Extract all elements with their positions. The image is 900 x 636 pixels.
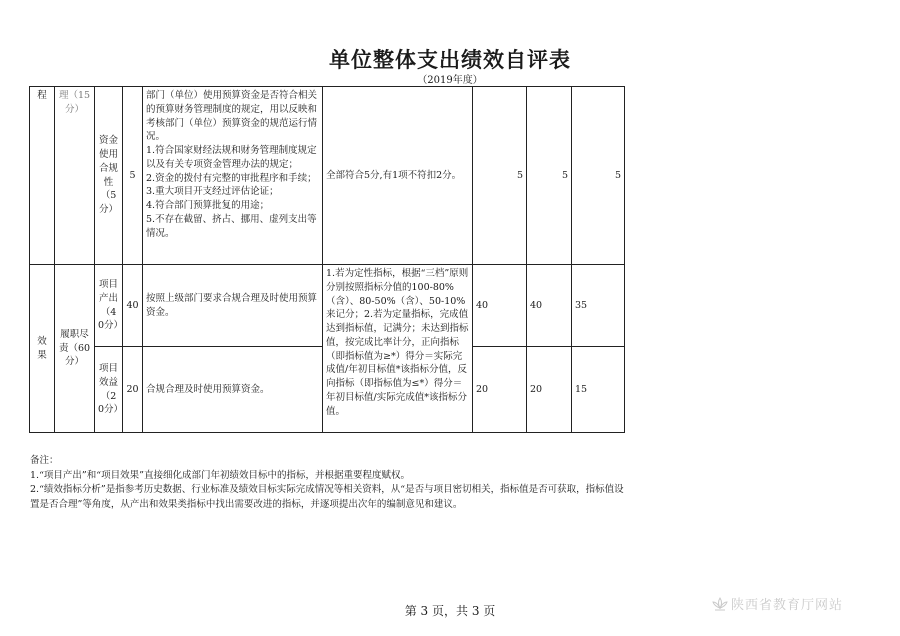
note-item: 2.“绩效指标分析”是指参考历史数据、行业标准及绩效目标实际完成情况等相关资料，从“是否与项目密切相关，指标值是否可获取，指标值设置是否合理”等角度，从产出和效果类指标中找出需要改进的指标，并逐项提出次年的编制意见和建议。 <box>30 484 624 511</box>
year-subtitle: （2019年度） <box>417 75 483 86</box>
notes-heading: 备注： <box>30 455 59 466</box>
table-row <box>30 87 625 265</box>
duty-cell: 履职尽责（60分） <box>55 265 95 433</box>
actual-cell: 40 <box>527 265 572 347</box>
content-item: 2.资金的拨付有完整的审批程序和手续； <box>146 172 317 184</box>
indicator-cell: 项目效益（20分） <box>95 347 123 433</box>
content-intro: 部门（单位）使用预算资金是否符合相关的预算财务管理制度的规定，用以反映和考核部门（单位）预算资金的规范运行情况。 <box>146 90 318 143</box>
watermark-text: 陕西省教育厅网站 <box>731 598 844 613</box>
content-item: 3.重大项目开支经过评估论证； <box>146 186 279 198</box>
weight-cell: 5 <box>123 87 143 265</box>
notes-section <box>30 454 630 513</box>
content-item: 5.不存在截留、挤占、挪用、虚列支出等情况。 <box>146 213 317 239</box>
lotus-icon <box>712 596 728 612</box>
evaluation-table <box>29 86 625 433</box>
standard-cell: 全部符合5分,有1项不符扣2分。 <box>323 87 473 265</box>
weight-cell: 40 <box>123 265 143 347</box>
target-cell: 40 <box>473 265 527 347</box>
content-cell <box>143 87 323 265</box>
indicator-cell: 资金使用合规性（5分） <box>95 87 123 265</box>
actual-cell: 5 <box>527 87 572 265</box>
score-cell: 35 <box>572 265 625 347</box>
score-cell: 15 <box>572 347 625 433</box>
table-row <box>30 265 625 347</box>
category-effect-cell: 效果 <box>30 265 55 433</box>
weight-cell: 20 <box>123 347 143 433</box>
note-item: 1.“项目产出”和“项目效果”直接细化成部门年初绩效目标中的指标，并根据重要程度赋权。 <box>30 469 410 481</box>
indicator-cell: 项目产出（40分） <box>95 265 123 347</box>
content-cell: 按照上级部门要求合规合理及时使用预算资金。 <box>143 265 323 347</box>
subcategory-process-cell: 理（15分） <box>55 87 95 265</box>
watermark <box>712 594 843 613</box>
page-number: 第 3 页，共 3 页 <box>404 604 496 618</box>
content-cell: 合规合理及时使用预算资金。 <box>143 347 323 433</box>
content-item: 4.符合部门预算批复的用途； <box>146 200 270 212</box>
content-item: 1.符合国家财经法规和财务管理制度规定以及有关专项资金管理办法的规定； <box>146 145 317 170</box>
score-cell: 5 <box>572 87 625 265</box>
target-cell: 20 <box>473 347 527 433</box>
category-process-cell: 程 <box>30 87 55 265</box>
actual-cell: 20 <box>527 347 572 433</box>
standard-cell: 1.若为定性指标，根据“三档”原则分别按照指标分值的100-80%（含）、80-50%（含）、50-10%来记分；2.若为定量指标，完成值达到指标值，记满分；未达到指标值，按完成比率计分，正向指标（即指标值为≥*）得分＝实际完成值/年初目标值*该指标分值，反向指标（即指标值为≤*）得分＝年初目标值/实际完成值*该指标分值。 <box>323 265 473 433</box>
page-title: 单位整体支出绩效自评表 <box>329 48 571 72</box>
target-cell: 5 <box>473 87 527 265</box>
